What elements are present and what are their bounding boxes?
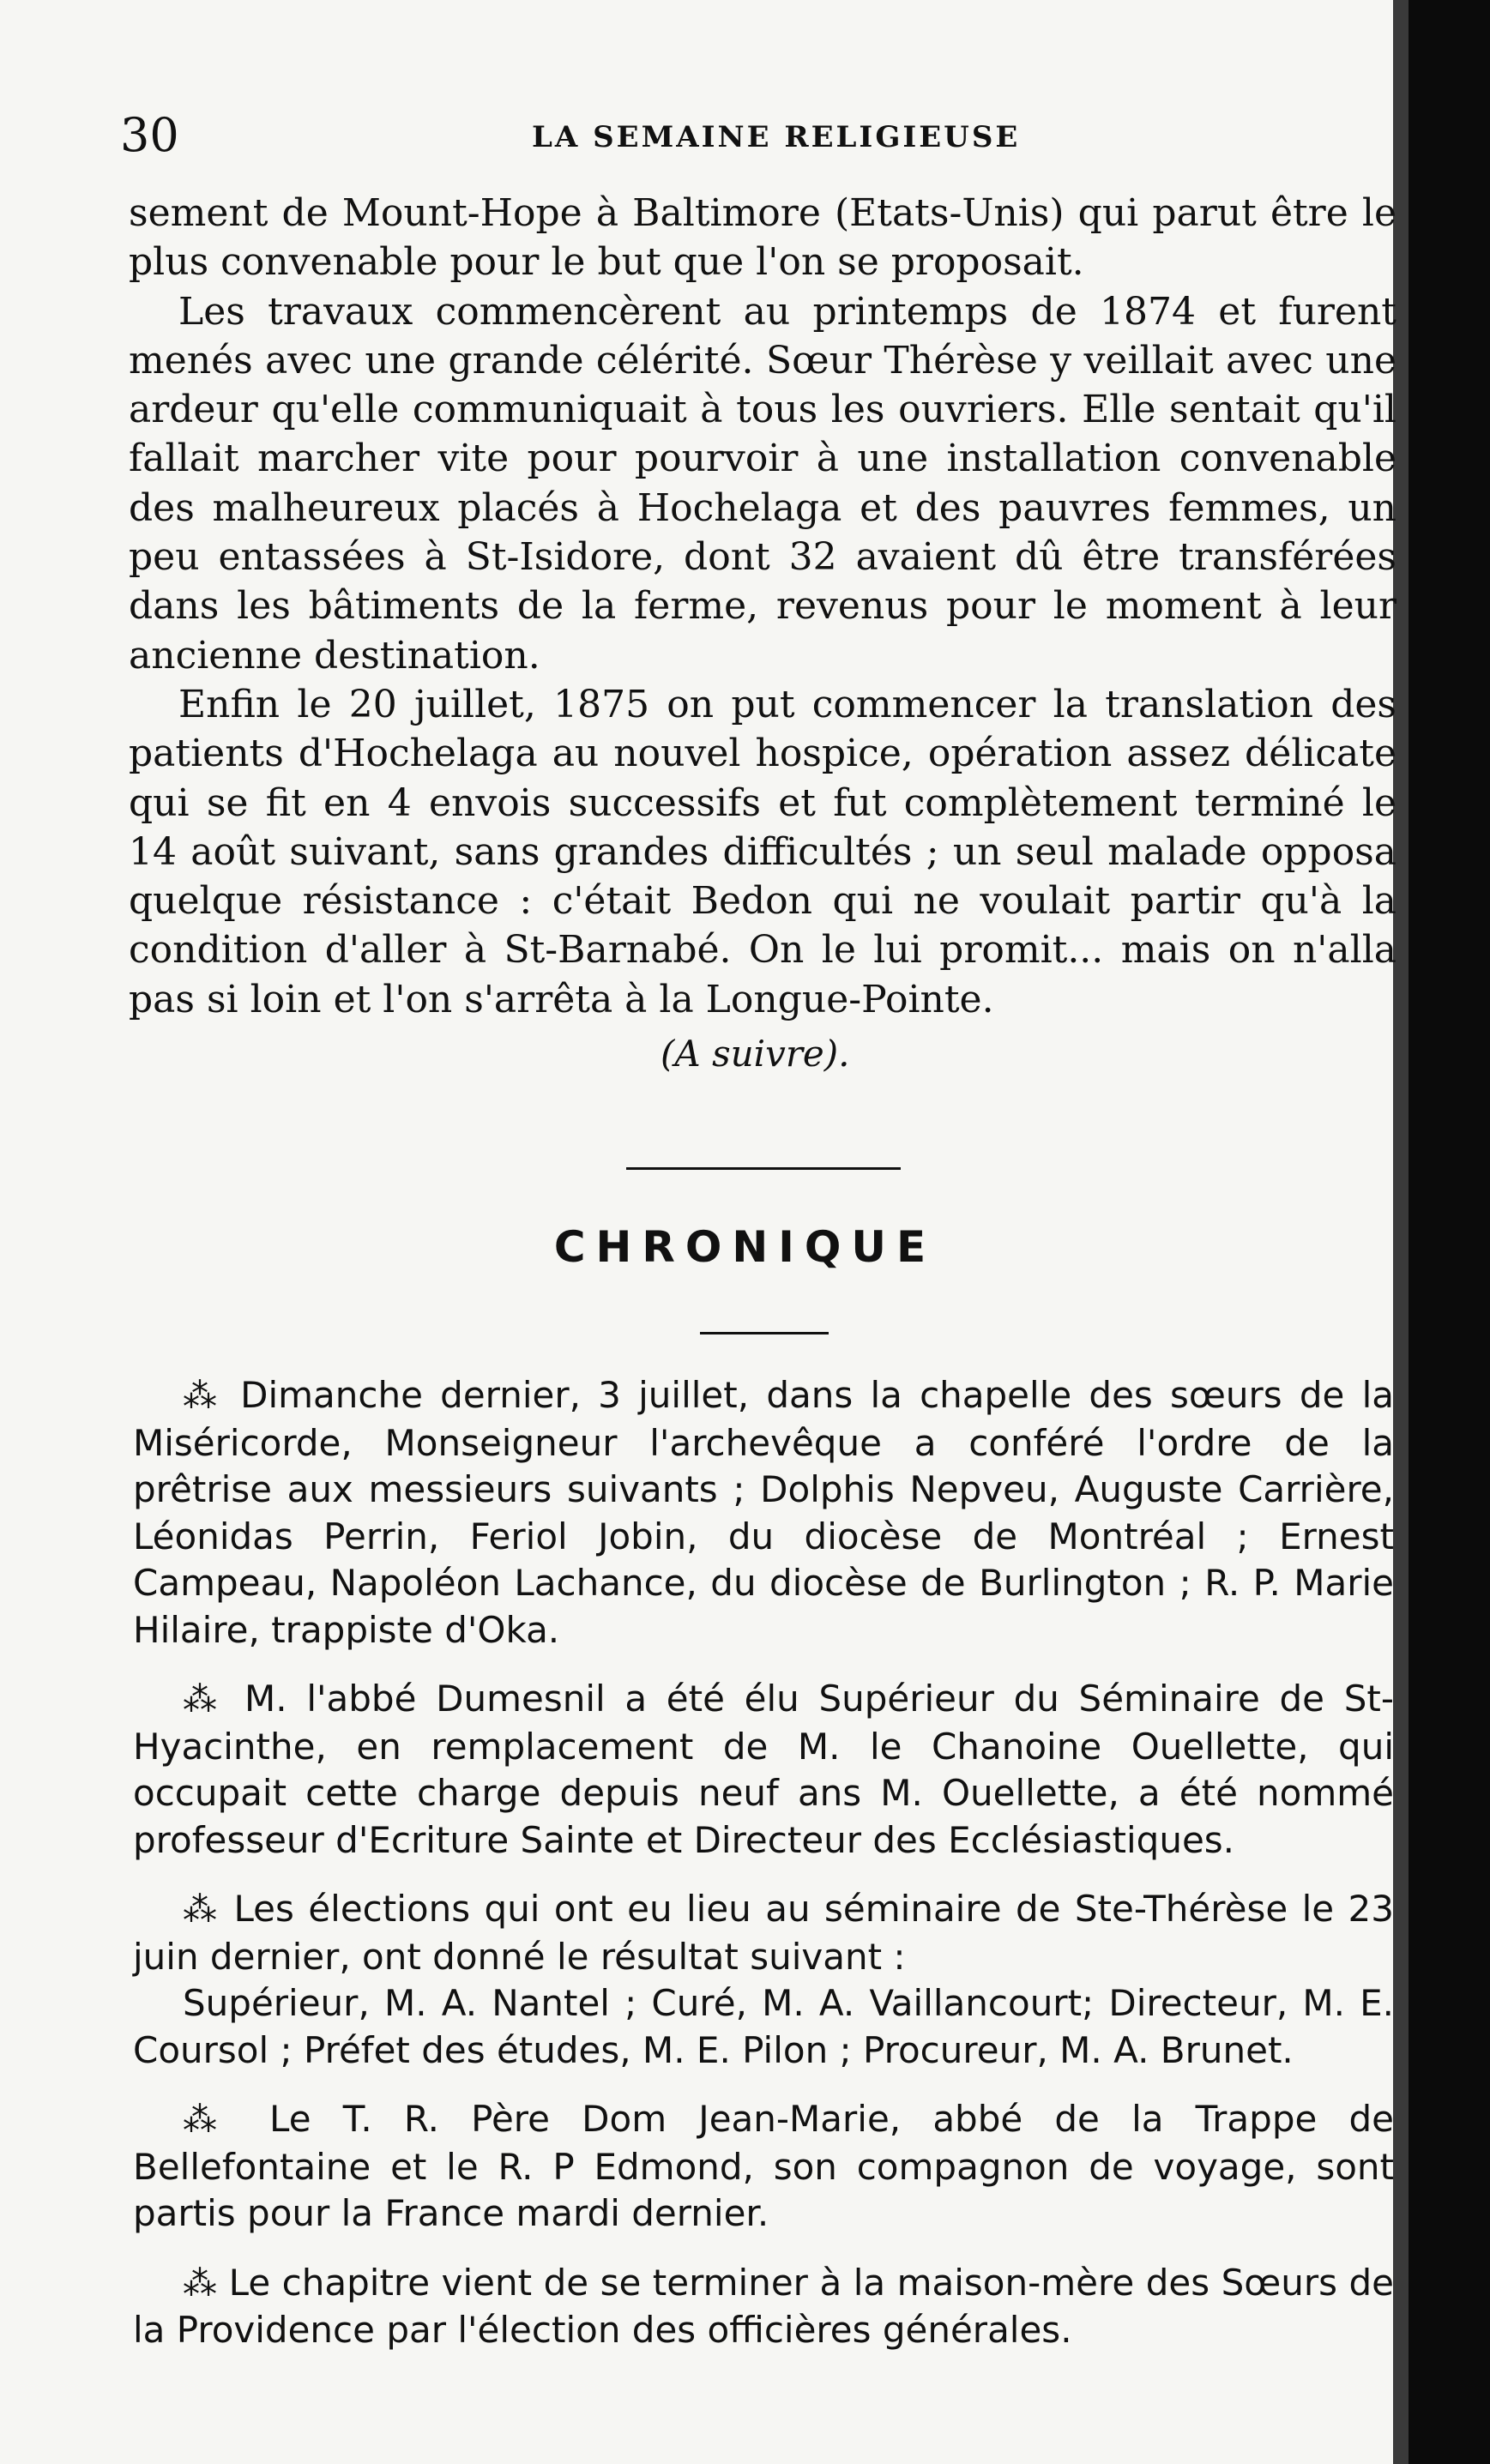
chronique-item-1 <box>133 1372 1394 1654</box>
chronique-item-3-results: Supérieur, M. A. Nantel ; Curé, M. A. Vaillancourt; Directeur, M. E. Coursol ; Préfet des études, M. E. Pilon ; Procureur, M. A. Brunet. <box>133 1982 1394 2071</box>
asterism-marker: ⁂ <box>183 1890 220 1930</box>
chronique-item-3 <box>133 1886 1394 1980</box>
divider-rule <box>626 1167 901 1170</box>
article-paragraph-1: sement de Mount-Hope à Baltimore (Etats-Unis) qui parut être le plus convenable pour le but que l'on se proposait. <box>129 191 1396 285</box>
page-number: 30 <box>120 108 179 162</box>
chronique-item-text: Le chapitre vient de se terminer à la maison-mère des Sœurs de la Providence par l'élection des officières générales. <box>133 2261 1394 2351</box>
article-paragraph-3: Enfin le 20 juillet, 1875 on put commencer la translation des patients d'Hochelaga au nouvel hospice, opération assez délicate qui se fit en 4 envois successifs et fut complètement terminé le 14 août suivant, sans grandes difficultés ; un seul malade opposa quelque résistance : c'était Bedon qui ne voulait partir qu'à la condition d'aller à St-Barnabé. On le lui promit... mais on n'alla pas si loin et l'on s'arrêta à la Longue-Pointe. <box>129 682 1396 1021</box>
page-header <box>120 108 1390 168</box>
chronique-item-text: Les élections qui ont eu lieu au séminaire de Ste-Thérèse le 23 juin dernier, ont donné le résultat suivant : <box>133 1888 1394 1978</box>
asterism-marker: ⁂ <box>183 2100 238 2140</box>
title-underline <box>700 1332 829 1334</box>
chronique-item-text: Le T. R. Père Dom Jean-Marie, abbé de la Trappe de Bellefontaine et le R. P Edmond, son compagnon de voyage, sont partis pour la France mardi dernier. <box>133 2098 1394 2234</box>
chronique-item-text: Dimanche dernier, 3 juillet, dans la chapelle des sœurs de la Miséricorde, Monseigneur l'archevêque a conféré l'ordre de la prêtrise aux messieurs suivants ; Dolphis Nepveu, Auguste Carrière, Léonidas Perrin, Feriol Jobin, du diocèse de Montréal ; Ernest Campeau, Napoléon Lachance, du diocèse de Burlington ; R. P. Marie Hilaire, trappiste d'Oka. <box>133 1374 1395 1651</box>
chronique-item-4 <box>133 2096 1394 2238</box>
asterism-marker: ⁂ <box>183 2263 218 2304</box>
article-paragraph-2: Les travaux commencèrent au printemps de 1874 et furent menés avec une grande célérité. Sœur Thérèse y veillait avec une ardeur qu'elle communiquait à tous les ouvriers. Elle sentait qu'il fallait marcher vite pour pourvoir à une installation convenable des malheureux placés à Hochelaga et des pauvres femmes, un peu entassées à St-Isidore, dont 32 avaient dû être transférées dans les bâtiments de la ferme, revenus pour le moment à leur ancienne destination. <box>129 289 1396 678</box>
asterism-marker: ⁂ <box>183 1680 226 1720</box>
article-body <box>129 189 1396 1078</box>
to-be-continued: (A suivre). <box>661 1033 850 1075</box>
chronique-item-5 <box>133 2260 1394 2354</box>
running-title: LA SEMAINE RELIGIEUSE <box>532 120 1021 154</box>
asterism-marker: ⁂ <box>183 1377 223 1416</box>
section-title: CHRONIQUE <box>553 1222 937 1272</box>
chronique-item-text: M. l'abbé Dumesnil a été élu Supérieur du Séminaire de St-Hyacinthe, en remplacement de M. le Chanoine Ouellette, qui occupait cette charge depuis neuf ans M. Ouellette, a été nommé professeur d'Ecriture Sainte et Directeur des Ecclésiastiques. <box>133 1678 1394 1861</box>
chronique-items <box>133 1372 1394 2377</box>
chronique-item-2 <box>133 1676 1394 1864</box>
